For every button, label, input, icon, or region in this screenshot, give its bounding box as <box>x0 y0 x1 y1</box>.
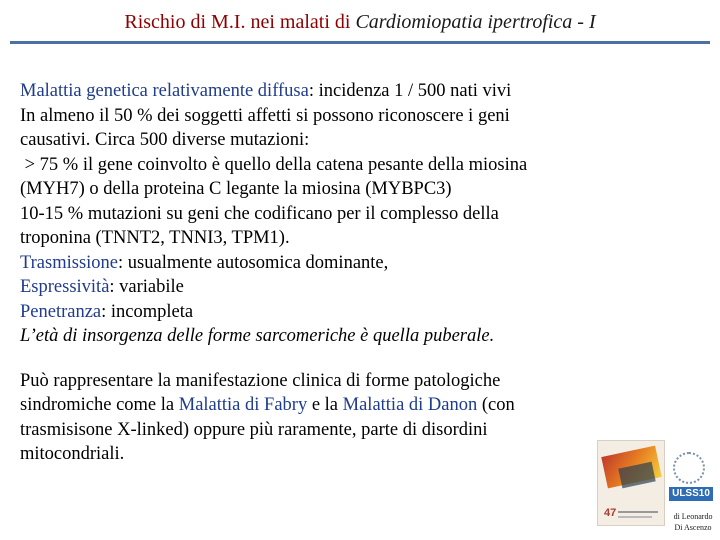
ulss-logo <box>665 452 717 508</box>
term-danon: Malattia di Danon <box>342 395 478 415</box>
ulss-badge: ULSS10 <box>669 487 713 501</box>
term-fabry: Malattia di Fabry <box>178 395 308 415</box>
p2-text-a: sindromiche come la <box>20 395 179 415</box>
body-line-4: > 75 % il gene coinvolto è quello della catena pesante della miosina <box>20 154 528 175</box>
p2-text-b: e la <box>307 395 343 415</box>
body-line-8 <box>20 251 680 276</box>
congress-logo-number: 47 <box>604 507 617 519</box>
body-line-7: troponina (TNNT2, TNNI3, TPM1). <box>20 228 290 248</box>
title-main: Rischio di M.I. nei malati di <box>124 11 356 33</box>
congress-logo-line <box>618 511 658 513</box>
body-text-10: : incompleta <box>101 301 194 322</box>
body-line-6: 10-15 % mutazioni su geni che codificano per il complesso della <box>20 203 499 224</box>
term-malattia-genetica: Malattia genetica relativamente diffusa <box>20 81 309 101</box>
slide-body <box>20 79 680 467</box>
p2-text-c: (con <box>477 395 515 415</box>
body-text-1: : incidenza 1 / 500 nati vivi <box>308 81 512 101</box>
body-line-2: In almeno il 50 % dei soggetti affetti si possono riconoscere i geni <box>20 105 510 126</box>
congress-logo <box>597 440 665 526</box>
body-line-9 <box>20 275 680 300</box>
congress-logo-line-2 <box>618 516 652 518</box>
body-line-11: L’età di insorgenza delle forme sarcomeriche è quella puberale. <box>20 326 495 346</box>
body-line-10 <box>20 300 680 325</box>
term-trasmissione: Trasmissione <box>20 252 119 273</box>
slide-title <box>0 8 720 36</box>
globe-icon <box>673 452 705 484</box>
credit-line-1: di Leonardo <box>673 512 713 521</box>
body-line-5: (MYH7) o della proteina C legante la miosina (MYBPC3) <box>20 179 452 199</box>
body-line-3: causativi. Circa 500 diverse mutazioni: <box>20 130 310 150</box>
body-text-9: : variabile <box>109 277 184 297</box>
body-p2-line-1: Può rappresentare la manifestazione clinica di forme patologiche <box>20 370 501 391</box>
body-p2-line-4: mitocondriali. <box>20 444 125 464</box>
credit-line-2: Di Ascenzo <box>674 523 712 532</box>
term-penetranza: Penetranza <box>20 301 102 322</box>
title-divider <box>10 41 710 44</box>
paragraph-gap <box>20 349 680 369</box>
body-p2-line-2 <box>20 393 680 418</box>
term-espressivita: Espressività <box>20 277 110 297</box>
body-line-1 <box>20 79 680 104</box>
title-italic: Cardiomiopatia ipertrofica - I <box>355 11 596 33</box>
author-credit <box>668 511 718 533</box>
body-p2-line-3: trasmisisone X-linked) oppure più raramente, parte di disordini <box>20 419 488 440</box>
body-text-8: : usualmente autosomica dominante, <box>118 252 389 273</box>
